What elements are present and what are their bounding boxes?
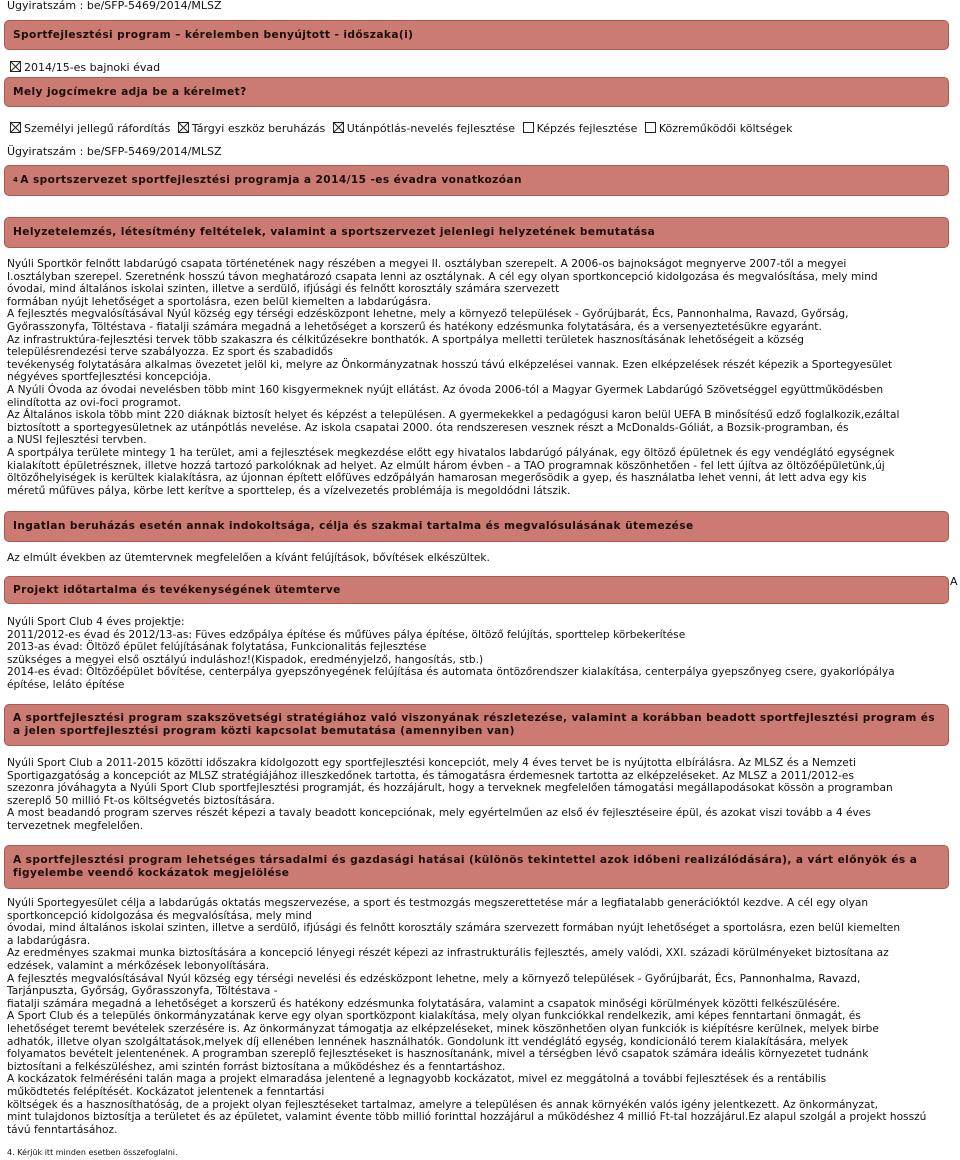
option-personal (10, 122, 170, 135)
option-training (523, 122, 638, 135)
section-title: Mely jogcímekre adja be a kérelmet? (13, 85, 247, 98)
section-title: A sportfejlesztési program lehetséges társadalmi és gazdasági hatásai (különös tekintettel azok időbeni realizálódására), a várt előnyök és a figyelembe veendő kockázatok megjelölése (13, 854, 918, 879)
strategia-text: Nyúli Sport Club a 2011-2015 közötti időszakra kidolgozott egy sportfejlesztési koncepciót, mely 4 éves tervet be is nyújtotta elbírálásra. Az MLSZ és a Nemzeti Sportigazgatóság a koncepciót az MLSZ stratégiájához illeszkedőnek tartotta, és támogatásra érdemesnek tartotta az elképzeléseket. Az MLSZ a 2011/2012-es szezonra jóváhagyta a Nyúli Sport Club sportfejlesztési programját, és hozzájárult, hogy a terveknek megfelelően támogatási megállapodásokat kössön a programban szereplő 50 millió Ft-os költségvetés biztosítására. A most beadandó program szerves részét képezi a tavaly beadott koncepciónak, mely egyértelműen az első év fejlesztéseire épül, és azokat viszi tovább a 4 éves tervezetnek megfelelően. (7, 757, 893, 832)
option-contributor-checkbox[interactable] (645, 122, 656, 133)
option-asset-label: Tárgyi eszköz beruházás (191, 122, 326, 135)
section-bar-program (4, 165, 949, 196)
jogcim-options (10, 122, 796, 136)
helyzet-text: Nyúli Sportkör felnőtt labdarúgó csapata történetének nagy részében a megyei II. osztályban szerepelt. A 2006-os bajnokságot megnyerve 2007-től a megyei I.osztályban szerepel. Szeretnénk hosszú távon meghatározó csapata lenni az osztálynak. A cél egy olyan sportkoncepció kidolgozása és megvalósítása, mely mind óvodai, mind általános iskolai szinten, illetve a serdülő, ifjúsági és felnőtt korosztály számára szervezett formában nyújt lehetőséget a sportolásra, ezen belül kiemelten a labdarúgásra. A fejlesztés megvalósításával Nyúl község egy térségi edzésközpont lehetne, mely a környező települések - Győrújbarát, Écs, Pannonhalma, Ravazd, Győrság, Győrasszonyfa, Töltéstava - fiatalji számára megadná a lehetőséget a korszerű és hatékony edzésmunka folytatására, és a versenyeztetésükre egyaránt. Az infrastruktúra-fejlesztési tervek több szakaszra és célkitűzésekre bonthatók. A sportpálya melletti területek hasznosításának lehetőségeit a község településrendezési terve szabályozza. Ez sport és szabadidős tevékenység folytatására alkalmas övezetet jelöl ki, melyre az Önkormányzatnak hosszú távú elképzelései vannak. Ezen elképzelések részét képezik a Sportegyesület négyéves sportfejlesztési koncepciója. A Nyúli Óvoda az óvodai nevelésben több mint 160 kisgyermeknek nyújt ellátást. Az óvoda 2006-tól a Magyar Gyermek Labdarúgó Szövetséggel együttműködésben elindította az ovi-foci programot. Az Általános iskola több mint 220 diáknak biztosít helyet és képzést a településen. A gyermekekkel a pedagógusi karon belül UEFA B minősítésű edző foglalkozik,ezáltal biztosított a sportegyesületnek az utánpótlás nevelése. Az iskola csapatai 2000. óta rendszeresen vesznek részt a McDonalds-Góliát, a Bozsik-programban, és a NUSI fejlesztési tervben. A sportpálya területe mintegy 1 ha terület, ami a fejlesztések megkezdése előtt egy hivatalos labdarúgó pályának, egy öltöző épületnek és egy vendéglátó egységnek kialakított épületrésznek, illetve hozzá tartozó parkolóknak ad helyet. Az elmúlt három évben - a TAO programnak köszönhetően - fel lett újítva az öltözőépületünk,új öltözőhelyiségek is kerültek kialakításra, az újonnan épített előfüves edzőpályán hamarosan megerősödik a gyep, és használatba lehet venni, át lett adva egy kis méretű műfüves pálya, körbe lett kerítve a sporttelep, és a vízelvezetés problémája is megoldódni látszik. (7, 258, 900, 497)
section-title: A sportszervezet sportfejlesztési programja a 2014/15 -es évadra vonatkozóan (20, 174, 522, 187)
section-title: A sportfejlesztési program szakszövetségi stratégiához való viszonyának részletezése, valamint a korábban beadott sportfejlesztési program és a jelen sportfejlesztési program közti kapcsolat bemutatása (amennyiben van) (13, 712, 936, 737)
season-checkbox[interactable] (10, 61, 21, 72)
option-youth-label: Utánpótlás-nevelés fejlesztése (346, 122, 516, 135)
section-bar-period (4, 20, 949, 50)
option-youth (333, 122, 515, 135)
section-bar-helyzet (4, 217, 949, 248)
option-training-label: Képzés fejlesztése (536, 122, 638, 135)
doc-id-top: Ügyiratszám : be/SFP-5469/2014/MLSZ (7, 0, 222, 12)
option-contributor-label: Közreműködői költségek (658, 122, 793, 135)
section-bar-jogcim (4, 77, 949, 107)
option-youth-checkbox[interactable] (333, 122, 344, 133)
projekt-text: Nyúli Sport Club 4 éves projektje: 2011/2012-es évad és 2012/13-as: Füves edzőpálya építése és műfüves pálya építése, öltöző felújítás, sporttelep körbekerítése 2013-as évad: Öltöző épület felújításának folytatása, Funkcionalitás fejlesztése szükséges a megyei első osztályú induláshoz!(Kispadok, eredményjelző, hangosítás, stb.) 2014-es évad: Öltözőépület bővítése, centerpálya gyepszőnyegének felújítása és automata öntözőrendszer kialakítása, centerpálya gyepszőnyeg csere, gyakorlópálya építése, leláto építése (7, 616, 895, 691)
season-label: 2014/15-es bajnoki évad (24, 61, 161, 74)
section-bar-projekt (4, 576, 949, 604)
section-title: Projekt időtartalma és tevékenységének ütemterve (13, 583, 341, 596)
season-row (10, 61, 160, 75)
option-contributor (645, 122, 793, 135)
option-training-checkbox[interactable] (523, 122, 534, 133)
doc-id-2: Ügyiratszám : be/SFP-5469/2014/MLSZ (7, 145, 222, 158)
hatasai-text: Nyúli Sportegyesület célja a labdarúgás oktatás megszervezése, a sport és testmozgás megszerettetése már a legfiatalabb generációktól kezdve. A cél egy olyan sportkoncepció kidolgozása és megvalósítása, mely mind óvodai, mind általános iskolai szinten, illetve a serdülő, ifjúsági és felnőtt korosztály számára szervezett formában nyújt lehetőséget a sportolásra, ezen belül kiemelten a labdarúgásra. Az eredményes szakmai munka biztosítására a koncepció lényegi részét képezi az infrastrukturális fejlesztés, amely valódi, XXI. századi körülményeket biztosítana az edzések, valamint a mérkőzések lebonyolítására. A fejlesztés megvalósításával Nyúl község egy térségi nevelési és edzésközpont lehetne, mely a környező települések - Győrújbarát, Écs, Pannonhalma, Ravazd, Tarjánpuszta, Győrság, Győrasszonyfa, Töltéstava - fiatalji számára megadná a lehetőséget a korszerű és hatékony edzésmunka folytatására, valamint a csapatok minőségi körülmények közötti felkészülésére. A Sport Club és a település önkormányzatának kerve egy olyan sportközpont kialakítása, mely olyan funkciókkal rendelkezik, ami képes fenntartani önmagát, és lehetőséget teremt bevételek szerzésére is. Az önkormányzat támogatja az elképzeléseket, minek köszönhetően olyan funkciók is kiépítésre kerülnek, melyek birbe adhatók, illetve olyan szolgáltatások,melyek díj ellenében lennének használhatók. Gondolunk itt vendéglátó egység, kondicionáló terem kialakítására, melyek folyamatos bevételt jelentenének. A programban szereplő fejlesztéseket is hasznosítanánk, mivel a térségben lévő csapatok számára ideális környezetet tudnánk biztosítani a felkészüléshez, ami szintén forrást biztosítana a működéshez és a fenntartáshoz. A kockázatok felméréséni talán maga a projekt elmaradása jelentené a legnagyobb kockázatot, mivel ez meggátolná a további fejlesztések és a rentábilis működtetés felépítését. Kockázatot jelentenek a fenntartási költségek és a hasznosíthatóság, de a projekt olyan fejlesztéseket tartalmaz, amelyre a településen és annak környékén valós igény jelentkezett. Az önkormányzat, mint tulajdonos biztosítja a területet és az épületet, valamint évente több millió forinttal hozzájárul a működéshez 4 millió Ft-tal hozzájárul.Ez alapul szolgál a projekt hosszú távú fenntartásához. (7, 897, 927, 1136)
footnote-ref: 4 (13, 176, 19, 185)
section-bar-ingatlan (4, 511, 949, 542)
section-title: Helyzetelemzés, létesítmény feltételek, valamint a sportszervezet jelenlegi helyzetének bemutatása (13, 226, 656, 239)
section-bar-strategia (4, 704, 949, 746)
section-title: Sportfejlesztési program – kérelemben benyújtott - időszaka(i) (13, 28, 414, 41)
option-asset-checkbox[interactable] (178, 122, 189, 133)
option-personal-label: Személyi jellegű ráfordítás (24, 122, 171, 135)
option-personal-checkbox[interactable] (10, 122, 21, 133)
option-asset (178, 122, 325, 135)
footnote: 4. Kérjük itt minden esetben összefoglalni. (7, 1148, 178, 1157)
stray-letter: A (950, 575, 958, 588)
section-title: Ingatlan beruházás esetén annak indokoltsága, célja és szakmai tartalma és megvalósulásának ütemezése (13, 520, 694, 533)
ingatlan-text: Az elmúlt években az ütemtervnek megfelelően a kívánt felújítások, bővítések elkészültek. (7, 552, 490, 564)
section-bar-hatasai (4, 845, 949, 889)
